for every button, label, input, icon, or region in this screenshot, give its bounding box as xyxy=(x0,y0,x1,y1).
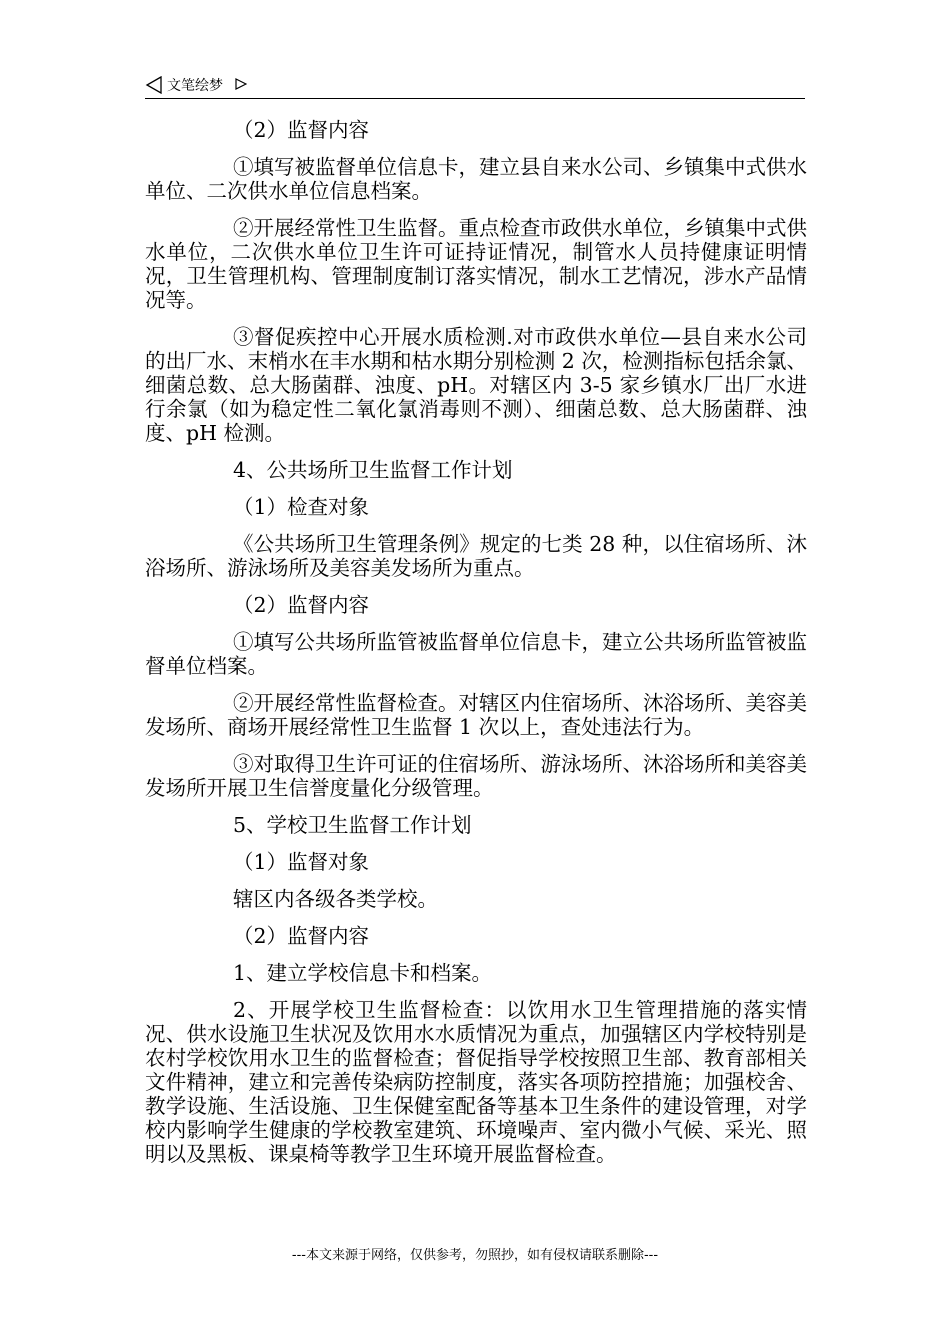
paragraph: ①填写公共场所监管被监督单位信息卡，建立公共场所监管被监督单位档案。 xyxy=(145,630,807,678)
left-triangle-icon xyxy=(145,76,163,94)
paragraph: （1）检查对象 xyxy=(233,495,370,519)
footer-disclaimer: ---本文来源于网络，仅供参考，勿照抄，如有侵权请联系删除--- xyxy=(291,1248,659,1263)
document-body xyxy=(145,118,807,1179)
paragraph: 1、建立学校信息卡和档案。 xyxy=(233,961,493,985)
page-header xyxy=(145,72,805,99)
paragraph: 《公共场所卫生管理条例》规定的七类 28 种，以住宿场所、沐浴场所、游泳场所及美容美发场所为重点。 xyxy=(145,532,807,580)
paragraph: （2）监督内容 xyxy=(233,118,370,142)
right-triangle-icon xyxy=(235,78,247,90)
paragraph: ②开展经常性监督检查。对辖区内住宿场所、沐浴场所、美容美发场所、商场开展经常性卫生监督 1 次以上，查处违法行为。 xyxy=(145,691,807,739)
paragraph: 辖区内各级各类学校。 xyxy=(233,887,438,911)
paragraph: （2）监督内容 xyxy=(233,924,370,948)
section-heading: 4、公共场所卫生监督工作计划 xyxy=(233,458,513,482)
paragraph: 2、开展学校卫生监督检查：以饮用水卫生管理措施的落实情况、供水设施卫生状况及饮用水水质情况为重点，加强辖区内学校特别是农村学校饮用水卫生的监督检查；督促指导学校按照卫生部、教育部相关文件精神，建立和完善传染病防控制度，落实各项防控措施；加强校舍、教学设施、生活设施、卫生保健室配备等基本卫生条件的建设管理，对学校内影响学生健康的学校教室建筑、环境噪声、室内微小气候、采光、照明以及黑板、课桌椅等教学卫生环境开展监督检查。 xyxy=(145,998,807,1166)
paragraph: ②开展经常性卫生监督。重点检查市政供水单位，乡镇集中式供水单位，二次供水单位卫生许可证持证情况，制管水人员持健康证明情况，卫生管理机构、管理制度制订落实情况，制水工艺情况，涉水产品情况等。 xyxy=(145,216,807,312)
paragraph: （1）监督对象 xyxy=(233,850,370,874)
paragraph: （2）监督内容 xyxy=(233,593,370,617)
header-title: 文笔绘梦 xyxy=(167,78,223,94)
paragraph: ③对取得卫生许可证的住宿场所、游泳场所、沐浴场所和美容美发场所开展卫生信誉度量化分级管理。 xyxy=(145,752,807,800)
paragraph: ①填写被监督单位信息卡，建立县自来水公司、乡镇集中式供水单位、二次供水单位信息档案。 xyxy=(145,155,807,203)
section-heading: 5、学校卫生监督工作计划 xyxy=(233,813,472,837)
paragraph: ③督促疾控中心开展水质检测.对市政供水单位—县自来水公司的出厂水、末梢水在丰水期和枯水期分别检测 2 次，检测指标包括余氯、细菌总数、总大肠菌群、浊度、pH。对辖区内 3-5 家乡镇水厂出厂水进行余氯（如为稳定性二氧化氯消毒则不测）、细菌总数、总大肠菌群、浊度、pH 检测。 xyxy=(145,325,807,445)
